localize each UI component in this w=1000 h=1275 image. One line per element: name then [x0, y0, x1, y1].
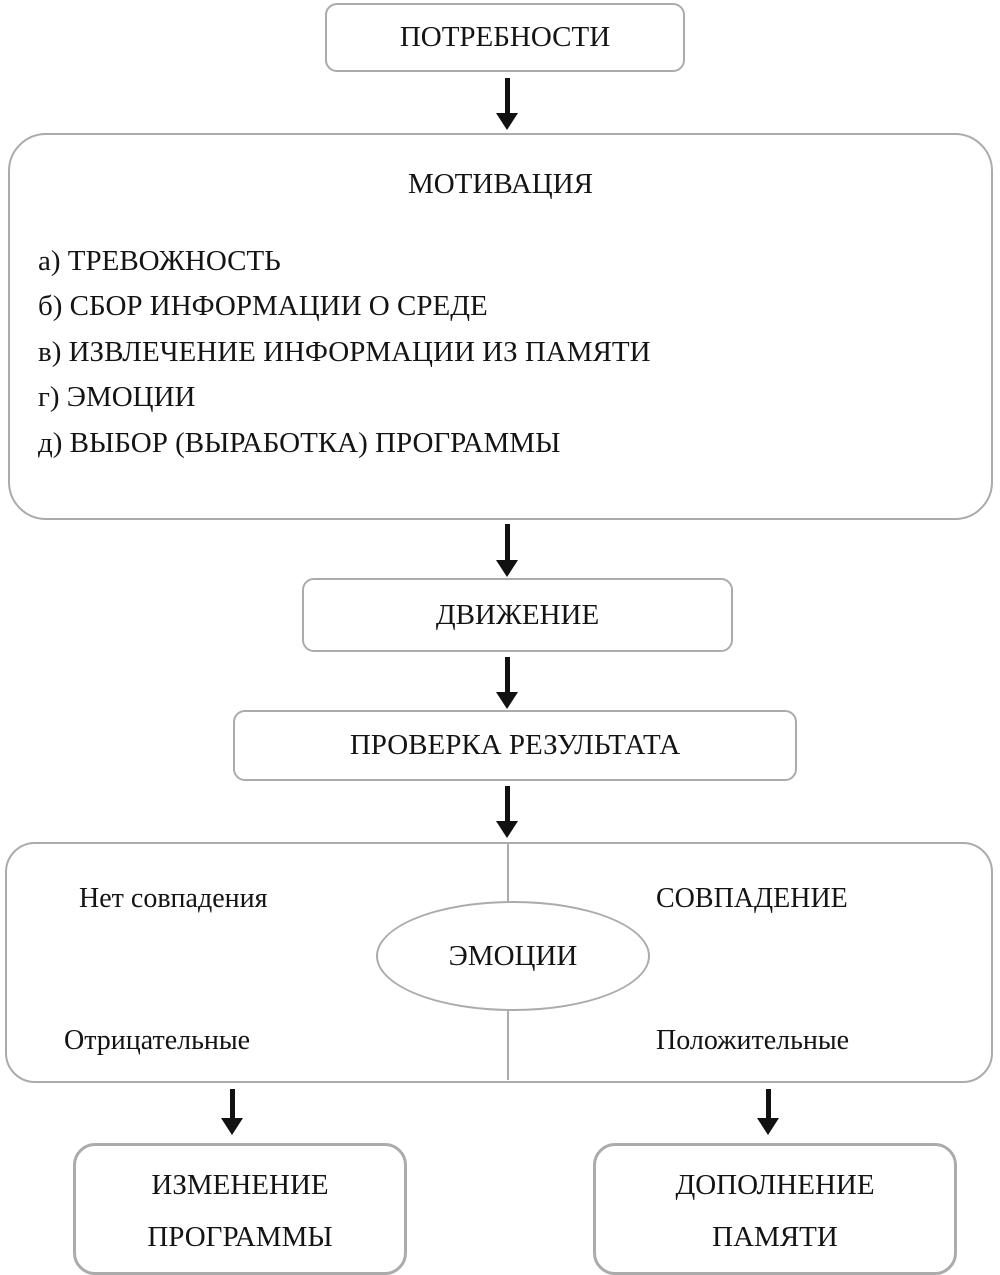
motivation-node: [8, 133, 993, 520]
arrow-shaft: [505, 657, 510, 692]
needs-label: ПОТРЕБНОСТИ: [399, 21, 611, 54]
motivation-title: МОТИВАЦИЯ: [407, 168, 594, 200]
arrow-shaft: [766, 1089, 771, 1118]
arrow-head-icon: [757, 1118, 779, 1135]
arrow-head-icon: [221, 1118, 243, 1135]
motivation-item-b: б) СБОР ИНФОРМАЦИИ О СРЕДЕ: [38, 290, 488, 323]
negative-emotions-label: Отрицательные: [64, 1025, 251, 1056]
arrow-shaft: [230, 1089, 235, 1118]
motivation-item-g: г) ЭМОЦИИ: [38, 381, 196, 414]
memory-update-line2: ПАМЯТИ: [712, 1220, 838, 1253]
memory-update-line1: ДОПОЛНЕНИЕ: [675, 1168, 875, 1201]
arrow-head-icon: [496, 560, 518, 577]
arrow-head-icon: [496, 821, 518, 838]
no-match-label: Нет совпадения: [79, 883, 268, 914]
arrow-shaft: [505, 524, 510, 560]
needs-node: [325, 3, 685, 72]
down-arrow-icon-movement-to-check: [495, 657, 519, 709]
program-change-line2: ПРОГРАММЫ: [147, 1220, 333, 1253]
result-check-node: [233, 710, 797, 781]
movement-label: ДВИЖЕНИЕ: [435, 598, 600, 631]
program-change-line1: ИЗМЕНЕНИЕ: [151, 1168, 329, 1201]
match-label: СОВПАДЕНИЕ: [656, 883, 848, 914]
movement-node: [302, 578, 733, 652]
arrow-head-icon: [496, 692, 518, 709]
program-change-node: [73, 1143, 407, 1275]
motivation-list: [10, 239, 991, 467]
motivation-item-v: в) ИЗВЛЕЧЕНИЕ ИНФОРМАЦИИ ИЗ ПАМЯТИ: [38, 335, 651, 368]
arrow-shaft: [505, 78, 510, 113]
result-check-label: ПРОВЕРКА РЕЗУЛЬТАТА: [349, 729, 681, 762]
down-arrow-icon-to-program-change: [220, 1089, 244, 1135]
arrow-head-icon: [496, 113, 518, 130]
arrow-shaft: [505, 786, 510, 821]
down-arrow-icon-check-to-emotions: [495, 786, 519, 838]
motivation-item-a: а) ТРЕВОЖНОСТЬ: [38, 244, 281, 277]
motivation-item-d: д) ВЫБОР (ВЫРАБОТКА) ПРОГРАММЫ: [38, 426, 561, 459]
memory-update-node: [593, 1143, 957, 1275]
emotions-label: ЭМОЦИИ: [448, 939, 578, 972]
down-arrow-icon-motivation-to-movement: [495, 524, 519, 577]
down-arrow-icon-needs-to-motivation: [495, 78, 519, 130]
positive-emotions-label: Положительные: [656, 1025, 850, 1056]
down-arrow-icon-to-memory-update: [756, 1089, 780, 1135]
comparison-node: [5, 842, 993, 1083]
emotions-ellipse: [376, 901, 650, 1011]
